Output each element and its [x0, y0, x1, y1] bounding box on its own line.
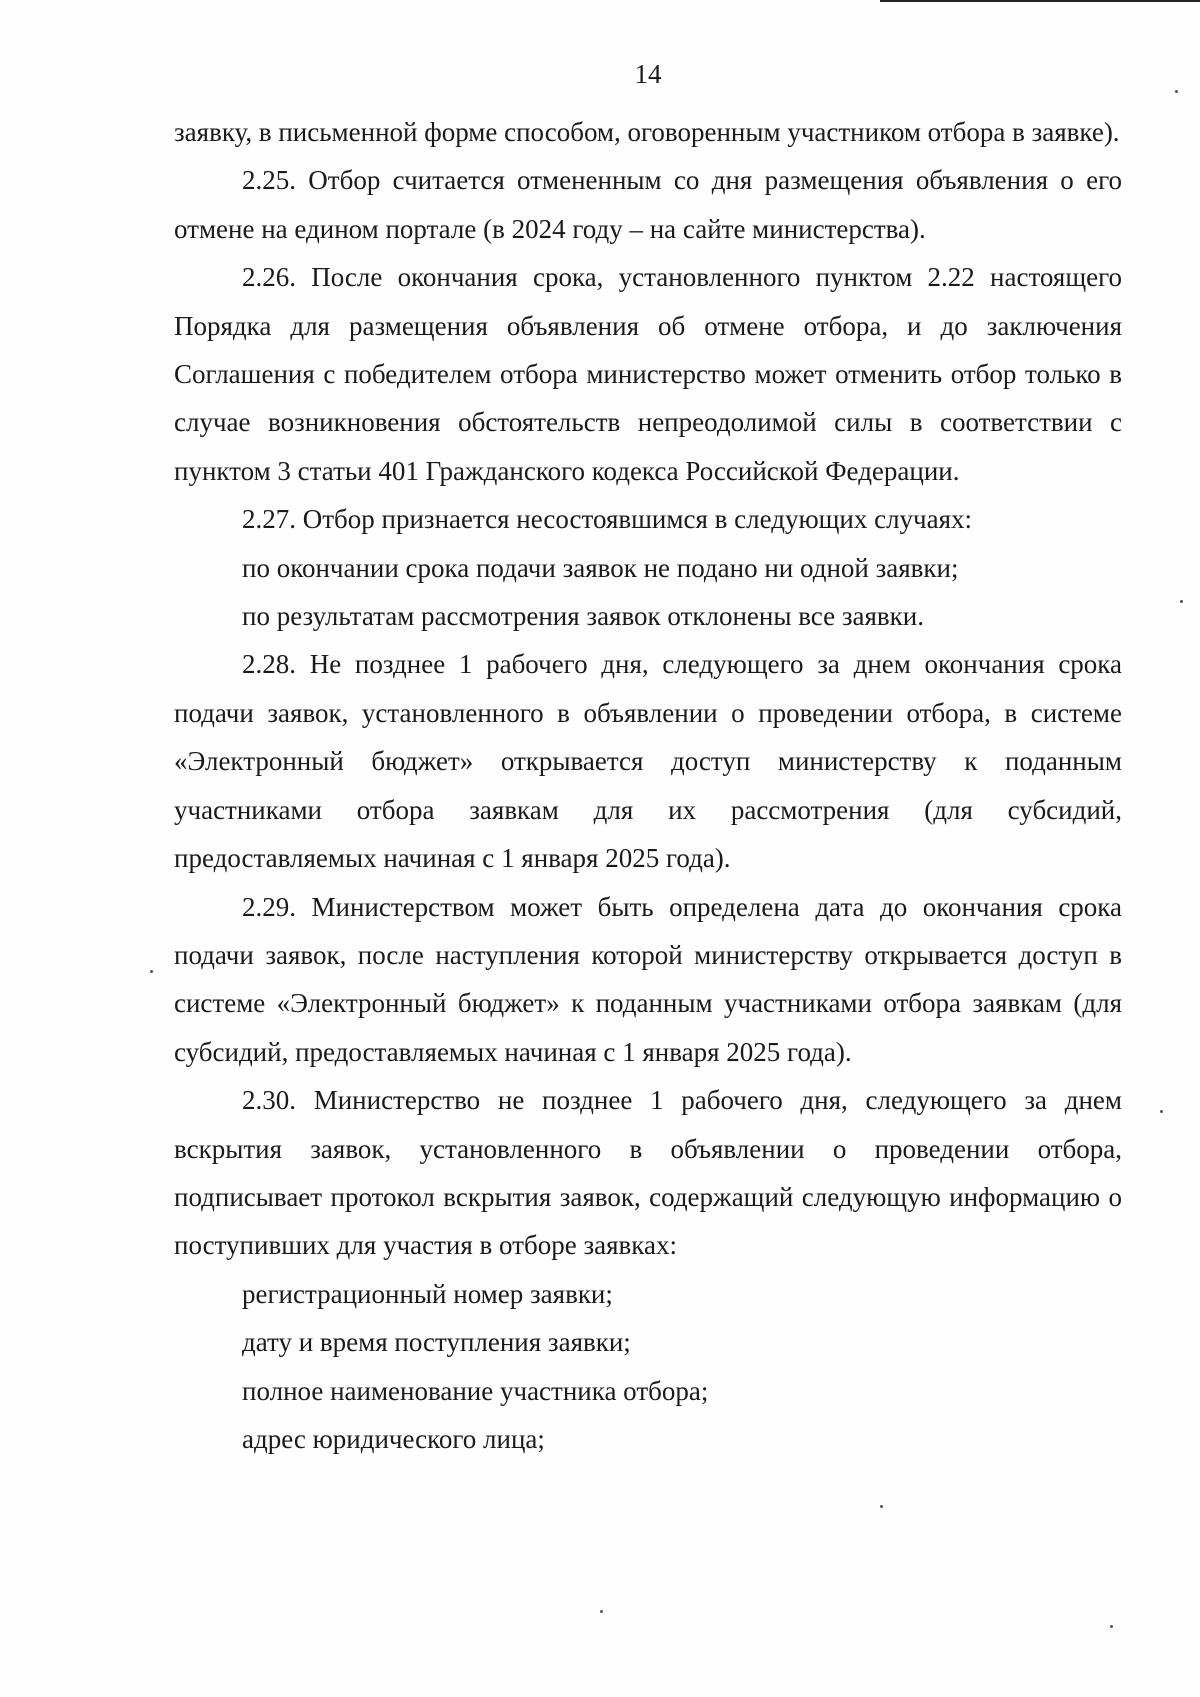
paragraph-2-27: 2.27. Отбор признается несостоявшимся в следующих случаях: [242, 504, 973, 535]
paragraph-continuation: заявку, в письменной форме способом, оговоренным участником отбора в заявке). [174, 117, 1120, 147]
list-item: полное наименование участника отбора; [242, 1375, 709, 1406]
paragraph-2-27-case-2: по результатам рассмотрения заявок отклонены все заявки. [242, 601, 924, 632]
paragraph-2-27-case-1: по окончании срока подачи заявок не подано ни одной заявки; [242, 552, 959, 583]
scan-speck [1180, 600, 1183, 603]
paragraph-2-29: 2.29. Министерством может быть определена дата до окончания срока подачи заявок, после наступления которой министерству открывается доступ в системе «Электронный бюджет» к поданным участниками отбора заявкам (для субсидий, предоставляемых начиная с 1 января 2025 года). [174, 891, 1122, 1067]
paragraph-2-26: 2.26. После окончания срока, установленного пунктом 2.22 настоящего Порядка для размещения объявления об отмене отбора, и до заключения Соглашения с победителем отбора министерство может отменить отбор только в случае возникновения обстоятельств непреодолимой силы в соответствии с пунктом 3 статьи 401 Гражданского кодекса Российской Федерации. [174, 262, 1122, 486]
scan-speck [1175, 90, 1178, 93]
scan-speck [150, 970, 153, 973]
document-body [174, 108, 1122, 1463]
scan-speck [880, 1505, 883, 1508]
list-item: адрес юридического лица; [242, 1423, 545, 1454]
scan-speck [600, 1610, 603, 1613]
list-item: регистрационный номер заявки; [242, 1278, 613, 1309]
top-border-line [880, 0, 1200, 2]
page-number: 14 [634, 59, 662, 89]
scan-speck [1160, 1110, 1163, 1113]
paragraph-2-28: 2.28. Не позднее 1 рабочего дня, следующего за днем окончания срока подачи заявок, установленного в объявлении о проведении отбора, в системе «Электронный бюджет» открывается доступ министерству к поданным участниками отбора заявкам для их рассмотрения (для субсидий, предоставляемых начиная с 1 января 2025 года). [174, 649, 1122, 874]
paragraph-2-25: 2.25. Отбор считается отмененным со дня размещения объявления о его отмене на едином портале (в 2024 году – на сайте министерства). [174, 165, 1122, 244]
scan-speck [1110, 1625, 1113, 1628]
list-item: дату и время поступления заявки; [242, 1327, 631, 1358]
paragraph-2-30: 2.30. Министерство не позднее 1 рабочего дня, следующего за днем вскрытия заявок, установленного в объявлении о проведении отбора, подписывает протокол вскрытия заявок, содержащий следующую информацию о поступивших для участия в отборе заявках: [174, 1085, 1122, 1261]
